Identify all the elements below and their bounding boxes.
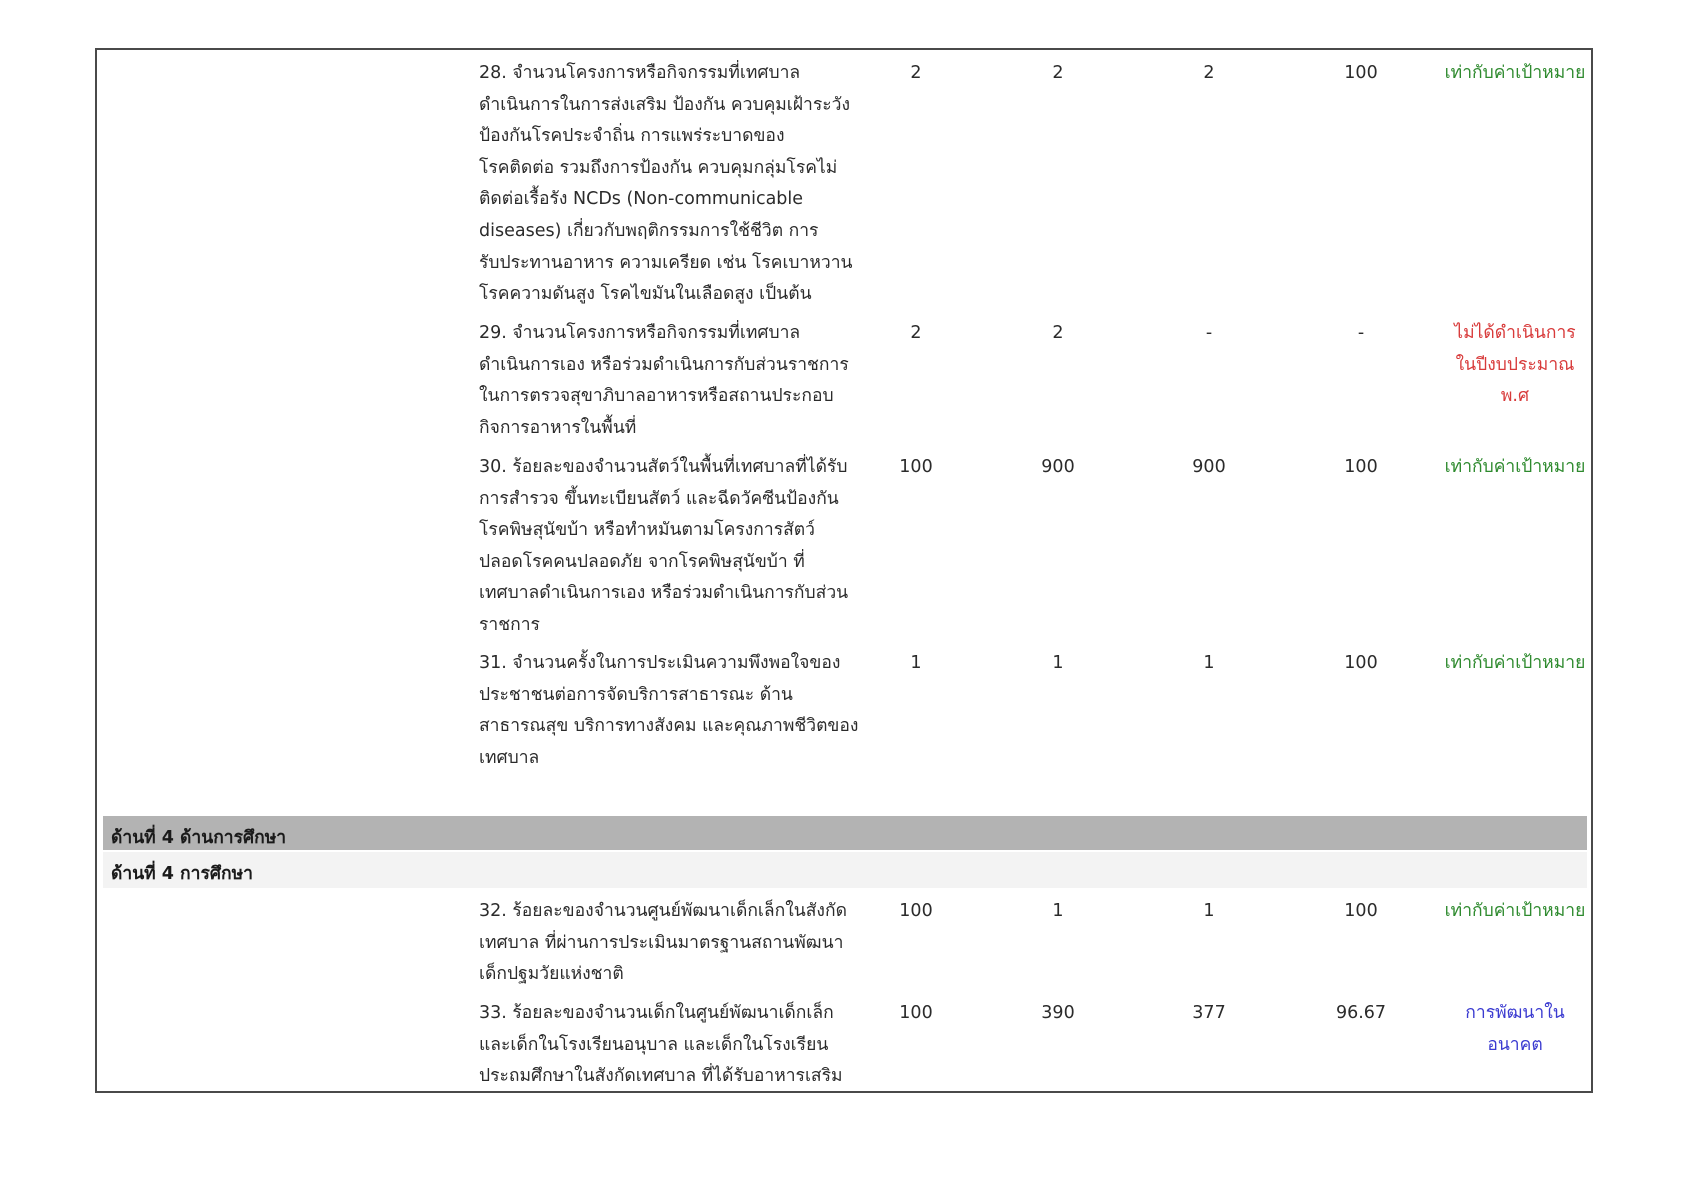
section-header: [103, 816, 1587, 850]
subsection-header: [103, 852, 1587, 888]
status-text: การพัฒนาใน อนาคต: [1465, 1003, 1565, 1055]
status-text: เท่ากับค่าเป้าหมาย: [1444, 901, 1586, 921]
indicator-text: 32. ร้อยละของจำนวนศูนย์พัฒนาเด็กเล็กในสังกัด เทศบาล ที่ผ่านการประเมินมาตรฐานสถานพัฒนา เด็กปฐมวัยแห่งชาติ: [479, 901, 847, 985]
table-row: [97, 58, 1591, 316]
status-text: ไม่ได้ดำเนินการ ในปีงบประมาณ พ.ศ: [1454, 323, 1576, 407]
indicator-text: 28. จำนวนโครงการหรือกิจกรรมที่เทศบาล ดำเนินการในการส่งเสริม ป้องกัน ควบคุมเฝ้าระวัง ป้องกันโรคประจำถิ่น การแพร่ระบาดของ โรคติดต่อ รวมถึงการป้องกัน ควบคุมกลุ่มโรคไม่ ติดต่อเรื้อรัง NCDs (Non-communicable diseases) เกี่ยวกับพฤติกรรมการใช้ชีวิต การ รับประทานอาหาร ความเครียด เช่น โรคเบาหวาน โรคความดันสูง โรคไขมันในเลือดสูง เป็นต้น: [479, 63, 853, 305]
indicator-text: 33. ร้อยละของจำนวนเด็กในศูนย์พัฒนาเด็กเล็ก และเด็กในโรงเรียนอนุบาล และเด็กในโรงเรียน ประถมศึกษาในสังกัดเทศบาล ที่ได้รับอาหารเสริม: [479, 1003, 843, 1087]
indicator-text: 31. จำนวนครั้งในการประเมินความพึงพอใจของ ประชาชนต่อการจัดบริการสาธารณะ ด้าน สาธารณสุข บริการทางสังคม และคุณภาพชีวิตของ เทศบาล: [479, 653, 859, 768]
actual-value: 1: [1203, 901, 1215, 921]
table-row: [97, 318, 1591, 448]
subsection-header-label: ด้านที่ 4 การศึกษา: [111, 864, 253, 884]
percent-value: 100: [1344, 457, 1378, 477]
planned-value: 1: [1052, 653, 1064, 673]
status-text: เท่ากับค่าเป้าหมาย: [1444, 457, 1586, 477]
table-row: [97, 998, 1591, 1093]
target-value: 2: [910, 323, 922, 343]
actual-value: 1: [1203, 653, 1215, 673]
actual-value: 377: [1192, 1003, 1226, 1023]
target-value: 100: [899, 901, 933, 921]
percent-value: -: [1357, 323, 1365, 343]
actual-value: 900: [1192, 457, 1226, 477]
target-value: 1: [910, 653, 922, 673]
target-value: 100: [899, 457, 933, 477]
percent-value: 100: [1344, 63, 1378, 83]
planned-value: 390: [1041, 1003, 1075, 1023]
indicator-text: 30. ร้อยละของจำนวนสัตว์ในพื้นที่เทศบาลที่ได้รับ การสำรวจ ขึ้นทะเบียนสัตว์ และฉีดวัคซีนป้องกัน โรคพิษสุนัขบ้า หรือทำหมันตามโครงการสัตว์ ปลอดโรคคนปลอดภัย จากโรคพิษสุนัขบ้า ที่ เทศบาลดำเนินการเอง หรือร่วมดำเนินการกับส่วน ราชการ: [479, 457, 849, 635]
percent-value: 100: [1344, 653, 1378, 673]
actual-value: -: [1205, 323, 1213, 343]
planned-value: 2: [1052, 323, 1064, 343]
planned-value: 900: [1041, 457, 1075, 477]
percent-value: 100: [1344, 901, 1378, 921]
table-row: [97, 896, 1591, 994]
planned-value: 2: [1052, 63, 1064, 83]
status-text: เท่ากับค่าเป้าหมาย: [1444, 63, 1586, 83]
table-row: [97, 452, 1591, 646]
section-header-label: ด้านที่ 4 ด้านการศึกษา: [111, 828, 287, 848]
report-table: [95, 48, 1593, 1093]
target-value: 100: [899, 1003, 933, 1023]
planned-value: 1: [1052, 901, 1064, 921]
actual-value: 2: [1203, 63, 1215, 83]
table-row: [97, 648, 1591, 778]
percent-value: 96.67: [1335, 1003, 1387, 1023]
indicator-text: 29. จำนวนโครงการหรือกิจกรรมที่เทศบาล ดำเนินการเอง หรือร่วมดำเนินการกับส่วนราชการ ในการตรวจสุขาภิบาลอาหารหรือสถานประกอบ กิจการอาหารในพื้นที่: [479, 323, 849, 438]
target-value: 2: [910, 63, 922, 83]
status-text: เท่ากับค่าเป้าหมาย: [1444, 653, 1586, 673]
